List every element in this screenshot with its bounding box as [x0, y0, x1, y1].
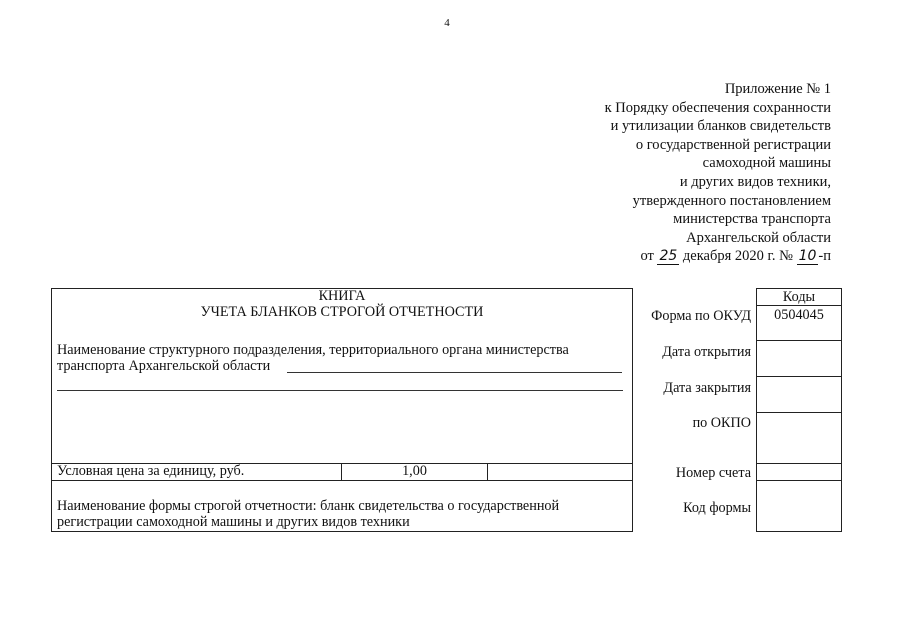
form-subtitle: УЧЕТА БЛАНКОВ СТРОГОЙ ОТЧЕТНОСТИ — [200, 304, 484, 320]
opening-date-label: Дата открытия — [662, 344, 751, 360]
form-code-label: Код формы — [683, 500, 751, 516]
unit-price-value: 1,00 — [402, 463, 427, 479]
okpo-label: по ОКПО — [692, 415, 751, 431]
form-title: КНИГА — [318, 288, 366, 304]
page-number: 4 — [444, 17, 450, 29]
date-prefix: от — [640, 248, 654, 265]
closing-date-label: Дата закрытия — [663, 380, 751, 396]
appendix-line: утвержденного постановлением — [632, 192, 831, 209]
codes-header: Коды — [782, 289, 816, 305]
account-number-label: Номер счета — [675, 465, 751, 481]
date-middle: декабря 2020 г. № — [682, 248, 793, 265]
unit-price-label: Условная цена за единицу, руб. — [57, 463, 245, 479]
handwritten-day: 25 — [659, 248, 678, 265]
department-fill-line — [287, 372, 622, 373]
appendix-line: к Порядку обеспечения сохранности — [604, 99, 831, 116]
form-name-line2: регистрации самоходной машины и других видов техники — [57, 514, 410, 530]
appendix-line: и утилизации бланков свидетельств — [610, 118, 831, 135]
okud-label: Форма по ОКУД — [651, 308, 751, 324]
okud-value: 0504045 — [774, 307, 824, 323]
number-suffix: -п — [818, 248, 831, 265]
department-label-line2: транспорта Архангельской области — [57, 358, 271, 374]
form-name-line1: Наименование формы строгой отчетности: бланк свидетельства о государственной — [57, 498, 560, 514]
appendix-line: министерства транспорта — [673, 211, 831, 228]
appendix-line: Приложение № 1 — [724, 81, 831, 97]
appendix-line: и других видов техники, — [679, 173, 831, 190]
appendix-line: о государственной регистрации — [635, 136, 831, 153]
appendix-line: Архангельской области — [686, 229, 831, 246]
handwritten-number: 10 — [798, 248, 817, 265]
department-label-line1: Наименование структурного подразделения, территориального органа министерства — [57, 342, 569, 358]
appendix-line: самоходной машины — [702, 155, 831, 172]
department-fill-line-2 — [57, 390, 623, 391]
